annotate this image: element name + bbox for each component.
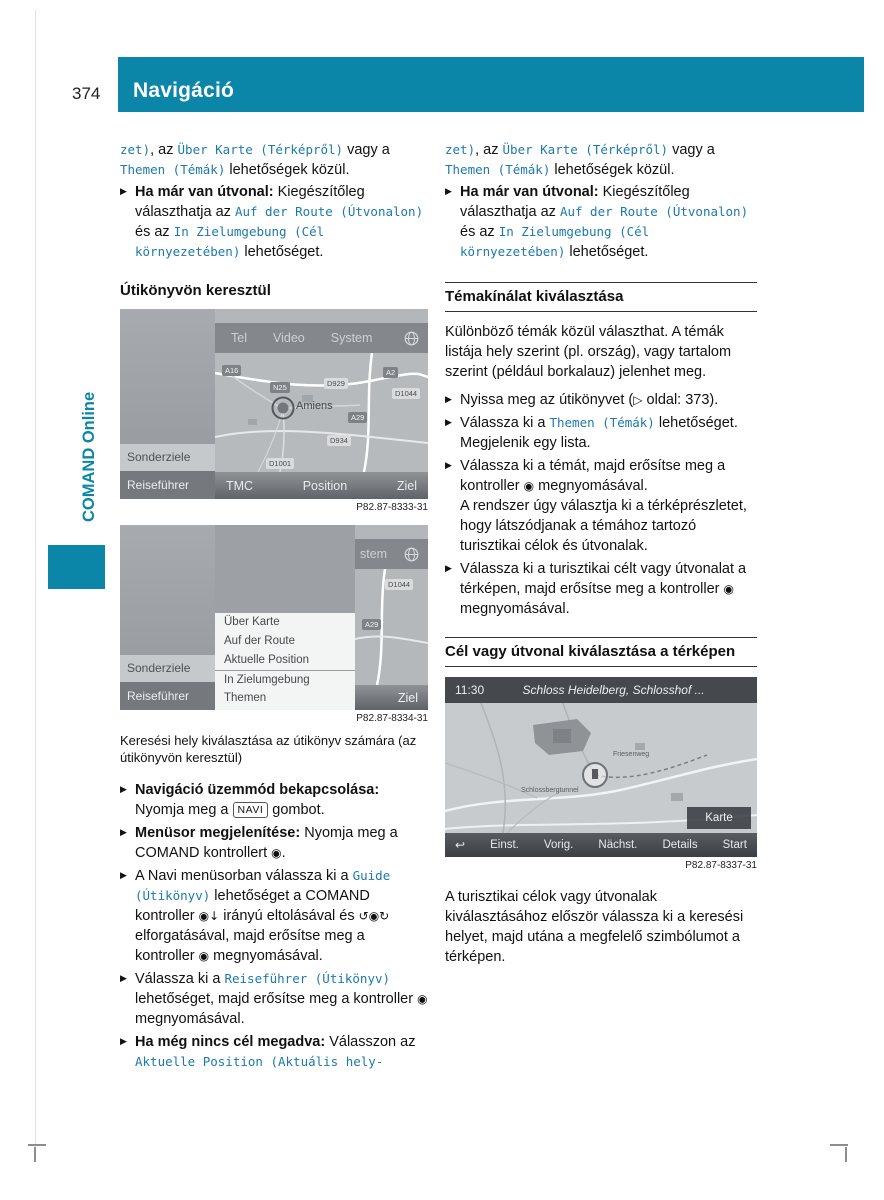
text-run: és az — [460, 224, 499, 240]
bullet-marker: ▶ — [445, 461, 452, 471]
bullet-text — [135, 866, 428, 966]
code-term: In Zielumgebung (Cél környezetében) — [460, 224, 650, 259]
bullet-item — [445, 390, 757, 410]
bullet-marker: ▶ — [445, 395, 452, 405]
map-fragment — [355, 569, 428, 685]
page-number: 374 — [72, 84, 101, 103]
code-term: Über Karte (Térképről) — [177, 142, 344, 157]
sidebar-item-sonderziele: Sonderziele — [120, 444, 215, 471]
text-run: lehetőséget a COMAND kontroller — [135, 888, 370, 924]
text-run: lehetőséget. — [240, 244, 324, 260]
code-term: Reiseführer (Útikönyv) — [224, 971, 391, 986]
code-term: zet) — [120, 142, 151, 157]
bullet-item — [120, 780, 428, 820]
text-run: lehetőséget. — [565, 244, 649, 260]
bullet-item — [120, 969, 428, 1029]
crop-mark — [34, 1147, 36, 1162]
bullet-marker: ▶ — [120, 974, 127, 984]
screenshot-image — [445, 677, 757, 857]
bottom-item-details: Details — [662, 839, 698, 851]
sidebar-item-sonderziele: Sonderziele — [120, 655, 215, 682]
code-term: Auf der Route (Útvonalon) — [559, 204, 749, 219]
code-term: zet) — [445, 142, 476, 157]
road-label: D1001 — [266, 458, 294, 469]
road-label: A16 — [222, 365, 241, 376]
text-run: Válassza ki a — [460, 415, 550, 431]
bullet-marker: ▶ — [120, 871, 127, 881]
bullet-text — [135, 780, 428, 820]
key-button-label: NAVI — [233, 802, 269, 818]
bullet-marker: ▶ — [120, 785, 127, 795]
figure-caption: P82.87-8334-31 — [356, 713, 428, 724]
bottom-item-naechst: Nächst. — [598, 839, 638, 851]
bullet-marker: ▶ — [120, 1037, 127, 1047]
screenshot-status-bar — [445, 677, 757, 703]
crop-mark — [845, 1147, 847, 1162]
screenshot-image — [120, 525, 428, 710]
bottom-item-tmc: TMC — [226, 478, 254, 493]
bullet-item — [445, 456, 757, 556]
text-run: , az — [150, 142, 178, 158]
sidebar-tab-marker — [48, 545, 105, 589]
text-run: Menüsor megjelenítése: — [135, 825, 301, 841]
globe-icon — [404, 547, 419, 562]
dropdown-menu — [215, 613, 355, 710]
bottom-item-start: Start — [722, 839, 747, 851]
controller-icon: ◉ — [198, 949, 210, 963]
code-term: In Zielumgebung (Cél környezetében) — [135, 224, 325, 259]
text-run: , az — [475, 142, 503, 158]
paragraph — [120, 140, 428, 180]
figure-guide-map — [120, 309, 428, 513]
text-run: Nyomja meg a COMAND kontrollert — [135, 825, 398, 861]
bullet-item — [120, 866, 428, 966]
sidebar-item-reisefuehrer: Reiseführer — [120, 682, 215, 710]
bullet-marker: ▶ — [445, 418, 452, 428]
text-run: vagy a — [343, 142, 390, 158]
chapter-title: Navigáció — [133, 79, 235, 102]
bottom-item-einst: Einst. — [490, 839, 519, 851]
paragraph — [445, 140, 757, 180]
road-label: D929 — [324, 378, 348, 389]
bottom-item-ziel: Ziel — [396, 478, 417, 493]
road-label: A29 — [362, 619, 381, 630]
city-label: Amiens — [296, 400, 333, 412]
right-column — [445, 140, 757, 967]
road-label: A2 — [383, 367, 398, 378]
text-run: Kiegészítőleg választhatja az — [135, 184, 365, 220]
text-run: Különböző témák közül választhat. A témák listája hely szerint (pl. ország), vagy tartalom szerint (például borkalauz) jelenhet meg. — [445, 324, 732, 380]
text-run: lehetőséget. — [654, 415, 738, 431]
map-label: Schlossbergtunnel — [521, 787, 579, 794]
chapter-header-bar — [118, 57, 864, 112]
code-term: Auf der Route (Útvonalon) — [234, 204, 424, 219]
menu-item-auf-der-route: Auf der Route — [224, 635, 295, 647]
text-run: Ha már van útvonal: — [135, 184, 274, 200]
bullet-text — [460, 559, 757, 619]
menu-item-in-zielumgebung: In Zielumgebung — [215, 670, 355, 689]
bottom-item-ziel: Ziel — [397, 690, 418, 705]
bullet-item — [120, 823, 428, 863]
figure-caption: P82.87-8337-31 — [685, 860, 757, 871]
subsection-heading: Útikönyvön keresztül — [120, 282, 271, 299]
text-run: Navigáció üzemmód bekapcsolása: — [135, 782, 380, 798]
bullet-marker: ▶ — [120, 187, 127, 197]
figure-caption: P82.87-8333-31 — [356, 502, 428, 513]
sidebar-chapter-label: COMAND Online — [80, 391, 98, 522]
text-run: Nyomja meg a — [135, 802, 233, 818]
road-label: A29 — [348, 412, 367, 423]
screenshot-sidebar-panel — [120, 525, 215, 710]
back-icon: ↩ — [455, 838, 466, 852]
bullet-text — [460, 390, 757, 410]
text-run: Ha még nincs cél megadva: — [135, 1034, 326, 1050]
code-term: Themen (Témák) — [120, 162, 226, 177]
text-run: lehetőségek közül. — [225, 162, 350, 178]
bullet-text — [460, 182, 757, 262]
text-run: Válassza ki a turisztikai célt vagy útvonalat a térképen, majd erősítse meg a kontroller — [460, 561, 747, 597]
bullet-marker: ▶ — [445, 564, 452, 574]
menu-item-tel: Tel — [231, 331, 247, 345]
text-run: Válassza ki a — [135, 971, 225, 987]
map-label: Friesenweg — [613, 751, 650, 758]
code-term: Aktuelle Position (Aktuális hely- — [135, 1054, 384, 1069]
bullet-text — [135, 1032, 428, 1072]
page-edge-line — [35, 10, 36, 1158]
controller-icon: ◉ — [523, 479, 535, 493]
globe-icon — [404, 331, 419, 346]
text-run: Kiegészítőleg választhatja az — [460, 184, 690, 220]
road-label: D1044 — [385, 579, 413, 590]
screenshot-bottom-bar — [355, 685, 428, 710]
text-run: gombot. — [268, 802, 325, 818]
screenshot-sidebar-panel — [120, 309, 215, 499]
screenshot-bottom-bar — [445, 833, 757, 857]
bullet-item — [120, 182, 428, 262]
figure-poi-map — [445, 677, 757, 871]
text-run: lehetőségek közül. — [550, 162, 675, 178]
bullet-item — [445, 559, 757, 619]
poi-title: Schloss Heidelberg, Schlosshof ... — [522, 683, 705, 697]
code-term: Über Karte (Térképről) — [502, 142, 669, 157]
bullet-text — [460, 456, 757, 556]
bullet-marker: ▶ — [445, 187, 452, 197]
page-ref-arrow-icon: ▷ — [633, 393, 643, 407]
text-run: A turisztikai célok vagy útvonalak kiválasztásához először válassza ki a keresési helyet, majd utána a megfelelő szimbólumot a térképen. — [445, 889, 744, 965]
menu-item-system-partial: stem — [360, 547, 388, 561]
crop-mark — [830, 1144, 848, 1146]
figure-description: Keresési hely kiválasztása az útikönyv számára (az útikönyvön keresztül) — [120, 733, 417, 765]
code-term: Themen (Témák) — [445, 162, 551, 177]
controller-icon: ◉↓ — [198, 909, 220, 923]
controller-icon: ◉ — [271, 846, 282, 860]
figure-guide-menu — [120, 525, 428, 724]
screenshot-top-menubar — [355, 539, 428, 569]
code-term: Guide (Útikönyv) — [135, 868, 391, 903]
text-run: oldal: 373). — [642, 392, 719, 408]
text-run: vagy a — [668, 142, 715, 158]
menu-item-themen: Themen — [224, 692, 267, 704]
bullet-item — [445, 413, 757, 453]
text-run: . — [281, 845, 286, 861]
controller-icon: ◉ — [723, 582, 735, 596]
text-run: irányú eltolásával és — [219, 908, 359, 924]
text-run: Ha már van útvonal: — [460, 184, 599, 200]
text-run: Nyissa meg az útikönyvet ( — [460, 392, 634, 408]
bullet-text — [135, 182, 428, 262]
karte-button: Karte — [687, 807, 751, 829]
crop-mark — [28, 1144, 46, 1146]
menu-item-system: System — [330, 331, 373, 345]
bullet-text — [135, 823, 428, 863]
clock-label: 11:30 — [455, 683, 485, 697]
left-column — [120, 140, 428, 1072]
text-run: és az — [135, 224, 174, 240]
paragraph — [445, 887, 757, 967]
bottom-item-position: Position — [302, 478, 348, 493]
bullet-text — [135, 969, 428, 1029]
bullet-text — [460, 413, 757, 453]
text-run: Válasszon az — [325, 1034, 416, 1050]
road-label: N25 — [270, 382, 290, 393]
text-run: megnyomásával. — [209, 948, 323, 964]
screenshot-image — [120, 309, 428, 499]
text-run: megnyomásával. — [460, 601, 570, 617]
text-run: megnyomásával. — [534, 478, 648, 494]
screenshot-top-menubar — [215, 323, 428, 353]
text-run: Válassza ki a témát, majd erősítse meg a kontroller — [460, 458, 726, 494]
code-term: Themen (Témák) — [549, 415, 655, 430]
text-run: lehetőséget, majd erősítse meg a kontroller — [135, 991, 418, 1007]
text-run: elforgatásával, majd erősítse meg a kontroller — [135, 928, 365, 964]
road-label: D1044 — [392, 388, 420, 399]
bullet-item — [445, 182, 757, 262]
section-heading: Cél vagy útvonal kiválasztása a térképen — [445, 637, 757, 667]
menu-item-video: Video — [272, 331, 305, 345]
bullet-item — [120, 1032, 428, 1072]
menu-item-ueber-karte: Über Karte — [224, 616, 280, 628]
bottom-item-vorig: Vorig. — [543, 839, 574, 851]
section-heading: Témakínálat kiválasztása — [445, 282, 757, 312]
text-run: A Navi menüsorban válassza ki a — [135, 868, 353, 884]
road-label: D934 — [327, 435, 351, 446]
screenshot-background — [215, 525, 355, 613]
sidebar-item-reisefuehrer: Reiseführer — [120, 471, 215, 499]
menu-item-aktuelle-position: Aktuelle Position — [224, 654, 310, 666]
text-run: Megjelenik egy lista. — [460, 435, 591, 451]
text-run: A rendszer úgy választja ki a térképrészletet, hogy látszódjanak a témához tartozó turisztikai célok és útvonalak. — [460, 498, 747, 554]
screenshot-bottom-bar — [215, 472, 428, 499]
paragraph — [445, 322, 757, 382]
controller-icon: ◉ — [417, 992, 428, 1006]
bullet-marker: ▶ — [120, 828, 127, 838]
text-run: megnyomásával. — [135, 1011, 245, 1027]
controller-icon: ↺◉↻ — [358, 909, 390, 923]
